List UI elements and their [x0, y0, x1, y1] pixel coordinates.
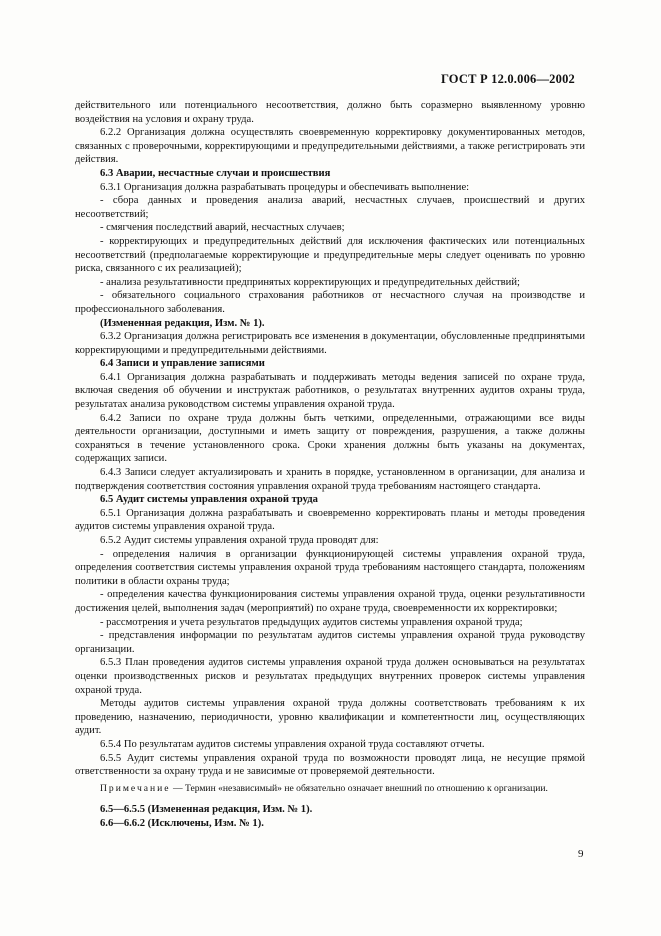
document-header: ГОСТ Р 12.0.006—2002 — [440, 72, 575, 86]
paragraph: 6.5.5 Аудит системы управления охраной труда по возможности проводят лица, не несущие прямой ответственности за охрану труда и не зависимые от проверяемой деятельности. — [75, 752, 585, 778]
amendment-ref: 6.5—6.5.5 — [100, 804, 146, 816]
amendment-text: (Исключены, Изм. № 1). — [145, 817, 264, 829]
paragraph: - представления информации по результатам аудитов системы управления охраной труда руководству организации. — [75, 630, 585, 655]
amendment-line-1 — [75, 803, 585, 817]
page-number: 9 — [578, 848, 584, 860]
paragraph: - анализа результативности предпринятых корректирующих и предупредительных действий; — [100, 276, 520, 288]
paragraph: - определения качества функционирования системы управления охраной труда, оценки результативности достижения целей, выполнения задач (мероприятий) по охране труда, своевременности их корректировки; — [75, 589, 585, 614]
page-body — [75, 99, 585, 830]
paragraph: 6.5.1 Организация должна разрабатывать и своевременно корректировать планы и методы проведения аудитов системы управления охраной труда. — [75, 507, 585, 533]
paragraph: - корректирующих и предупредительных действий для исключения фактических или потенциальных несоответствий (предполагаемые корректирующие и предупредительные меры следует оценивать по уровню риска, связанного с их реализацией); — [75, 235, 585, 275]
paragraph: 6.5.2 Аудит системы управления охраной труда проводят для: — [100, 535, 379, 546]
paragraph: 6.4 Записи и управление записями — [100, 358, 265, 370]
note-text: — Термин «независимый» не обязательно означает внешний по отношению к организации. — [170, 782, 548, 794]
paragraph: - обязательного социального страхования работников от несчастного случая на производстве и профессионального заболевания. — [75, 290, 585, 315]
paragraph: (Измененная редакция, Изм. № 1). — [100, 317, 265, 329]
paragraph: 6.3 Аварии, несчастные случаи и происшествия — [100, 167, 331, 179]
paragraph: 6.3.1 Организация должна разрабатывать процедуры и обеспечивать выполнение: — [100, 181, 470, 193]
amendment-line-2 — [75, 817, 585, 831]
paragraph: - определения наличия в организации функционирующей системы управления охраной труда, определения соответствия системы управления охраной труда требованиям настоящего стандарта, положениям политики в области охраны труда; — [75, 548, 585, 587]
paragraph: 6.4.1 Организация должна разрабатывать и поддерживать методы ведения записей по охране труда, включая сведения об обучении и инструктаж работников, о результатах внутренних аудитов охраны труда, результатах анализа руководством системы управления охраной труда. — [75, 371, 585, 411]
paragraph: 6.3.2 Организация должна регистрировать все изменения в документации, обусловленные предпринятыми корректирующими и предупредительными действиями. — [75, 331, 585, 356]
amendment-ref: 6.6—6.6.2 — [100, 817, 146, 829]
paragraph: 6.5.4 По результатам аудитов системы управления охраной труда составляют отчеты. — [100, 738, 485, 750]
paragraph: действительного или потенциального несоответствия, должно быть соразмерно выявленному уровню воздействия на условия и охрану труда. — [75, 100, 585, 125]
paragraph: 6.5.3 План проведения аудитов системы управления охраной труда должен основываться на результатах оценки производственных рисков и результатах предыдущих внутренних проверок системы управления охраной труда. — [75, 657, 585, 696]
paragraph: - рассмотрения и учета результатов предыдущих аудитов системы управления охраной труда; — [100, 616, 523, 628]
paragraph: 6.4.2 Записи по охране труда должны быть четкими, определенными, отражающими все виды деятельности организации, доступными и иметь защиту от повреждения, разрушения, а также должны сохраняться в течение установленного срока. Сроки хранения должны быть указаны на документах, содержащих записи. — [75, 412, 585, 465]
paragraph: - смягчения последствий аварий, несчастных случаев; — [100, 222, 345, 234]
amendment-text: (Измененная редакция, Изм. № 1). — [145, 804, 313, 816]
note — [75, 783, 585, 795]
paragraph: 6.5 Аудит системы управления охраной труда — [100, 494, 318, 506]
paragraph: 6.2.2 Организация должна осуществлять своевременную корректировку документированных методов, связанных с проверочными, корректирующими и предупредительными действиями, а также регистрировать эти действия. — [75, 127, 585, 166]
paragraph: 6.4.3 Записи следует актуализировать и хранить в порядке, установленном в организации, для анализа и подтверждения соответствия состояния управления охраной труда требованиям настоящего стандарта. — [75, 467, 585, 492]
paragraph: - сбора данных и проведения анализа аварий, несчастных случаев, происшествий и других несоответствий; — [75, 195, 585, 220]
paragraph: Методы аудитов системы управления охраной труда должны соответствовать требованиям к их проведению, назначению, периодичности, уровню квалификации и компетентности лиц, осуществляющих аудит. — [75, 698, 585, 737]
paragraph-list — [75, 99, 585, 779]
note-label: Примечание — [100, 782, 171, 794]
